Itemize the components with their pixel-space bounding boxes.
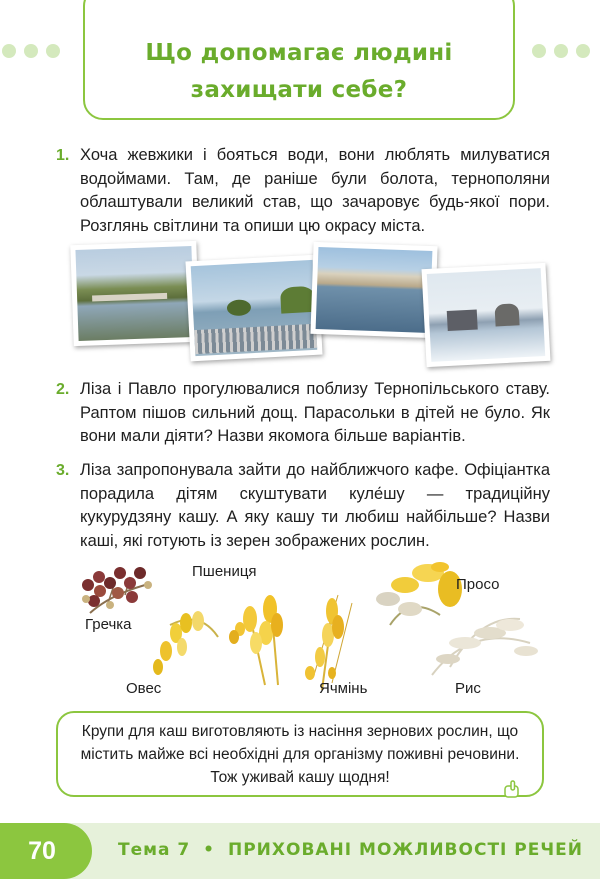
label-millet: Просо: [456, 576, 500, 593]
rice-illustration: [432, 619, 538, 675]
topic-separator: •: [203, 840, 216, 860]
task-number: 3.: [56, 462, 70, 479]
title-line-2: захищати себе?: [190, 77, 408, 103]
task-1: [56, 144, 550, 238]
page-number: 70: [28, 837, 56, 865]
pond-photo-1: [70, 241, 199, 346]
label-barley: Ячмінь: [319, 680, 368, 697]
task-number: 1.: [56, 147, 70, 164]
buckwheat-illustration: [82, 567, 152, 613]
topic-label: Тема 7: [118, 840, 191, 860]
page-title: [83, 35, 515, 109]
pond-photo-2: [185, 255, 322, 362]
label-wheat: Пшениця: [192, 563, 257, 580]
task-3: [56, 459, 550, 553]
label-oats: Овес: [126, 680, 162, 697]
topic-title: ПРИХОВАНІ МОЖЛИВОСТІ РЕЧЕЙ: [227, 840, 583, 860]
title-line-1: Що допомагає людині: [145, 40, 453, 66]
label-rice: Рис: [455, 680, 481, 697]
pond-photo-4: [422, 263, 551, 367]
task-number: 2.: [56, 381, 70, 398]
task-text: Ліза запропонувала зайти до найближчого кафе. Офіціантка порадила дітям скуштувати куле́шу — традиційну кукурудзяну кашу. А яку кашу ти любиш найбільше? Назви каші, які готують із зерен зображених рослин.: [80, 461, 550, 550]
barley-illustration: [305, 595, 352, 690]
task-2: [56, 378, 550, 448]
label-buckwheat: Гречка: [85, 616, 132, 633]
wheat-illustration: [229, 595, 283, 685]
oats-illustration: [153, 611, 218, 675]
task-text: Ліза і Павло прогулювалися поблизу Тернопільського ставу. Раптом пішов сильний дощ. Парасольки в дітей не було. Як вони мали діяти? Назви якомога більше варіантів.: [80, 380, 550, 445]
pointing-hand-icon: [502, 780, 522, 800]
millet-illustration: [376, 562, 462, 625]
pond-photo-3: [310, 242, 437, 338]
footer-topic: [118, 840, 583, 860]
task-text: Хоча жевжики і бояться води, вони люблять милуватися водоймами. Там, де раніше були болота, тернополяни облаштували великий став, що зачаровує будь-якої пори. Розглянь світлини та опиши цю окрасу міста.: [80, 146, 550, 235]
note-text: Крупи для каш виготовляють із насіння зернових рослин, що містить майже всі необхідні для організму поживні речовини. Тож уживай кашу щодня!: [80, 723, 520, 786]
